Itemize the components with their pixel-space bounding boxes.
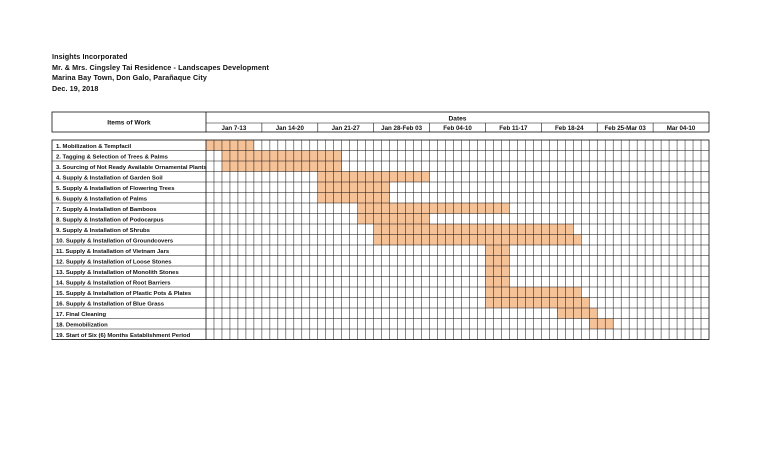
week-label: Jan 28-Feb 03 bbox=[381, 124, 423, 132]
work-item-label: 7. Supply & Installation of Bamboos bbox=[56, 206, 157, 213]
schedule-bar bbox=[358, 203, 510, 214]
work-item-label: 12. Supply & Installation of Loose Stones bbox=[56, 259, 172, 266]
schedule-bar bbox=[485, 256, 509, 267]
schedule-bar bbox=[374, 224, 574, 235]
week-label: Feb 04-10 bbox=[443, 124, 472, 132]
document-date: Dec. 19, 2018 bbox=[52, 83, 99, 93]
schedule-bar bbox=[222, 161, 342, 172]
work-item-label: 11. Supply & Installation of Vietnam Jars bbox=[56, 248, 170, 255]
schedule-bar bbox=[358, 214, 430, 225]
work-item-label: 6. Supply & Installation of Palms bbox=[56, 196, 147, 203]
schedule-bar bbox=[318, 193, 390, 204]
work-item-label: 2. Tagging & Selection of Trees & Palms bbox=[56, 154, 168, 161]
company-name: Insights Incorporated bbox=[52, 52, 128, 61]
week-label: Mar 04-10 bbox=[666, 124, 696, 132]
work-item-label: 19. Start of Six (6) Months Establishment Period bbox=[56, 332, 191, 339]
schedule-bar bbox=[222, 151, 342, 162]
schedule-bar bbox=[485, 277, 509, 288]
work-item-label: 15. Supply & Installation of Plastic Pots & Plates bbox=[56, 290, 192, 297]
schedule-bar bbox=[485, 298, 589, 309]
project-title: Mr. & Mrs. Cingsley Tai Residence - Landscapes Development bbox=[52, 62, 269, 72]
work-item-label: 8. Supply & Installation of Podocarpus bbox=[56, 217, 164, 224]
schedule-bar bbox=[557, 308, 597, 319]
schedule-bar bbox=[485, 245, 509, 256]
week-label: Feb 18-24 bbox=[555, 124, 584, 132]
project-location: Marina Bay Town, Don Galo, Parañaque City bbox=[52, 73, 207, 82]
work-item-label: 10. Supply & Installation of Groundcovers bbox=[56, 238, 174, 245]
work-item-label: 17. Final Cleaning bbox=[56, 311, 107, 318]
work-item-label: 1. Mobilization & Tempfacil bbox=[56, 143, 132, 150]
week-label: Jan 21-27 bbox=[331, 124, 360, 132]
work-item-label: 9. Supply & Installation of Shrubs bbox=[56, 227, 150, 234]
schedule-bar bbox=[318, 182, 390, 193]
schedule-bar bbox=[589, 319, 613, 330]
work-item-label: 14. Supply & Installation of Root Barriers bbox=[56, 280, 171, 287]
work-item-label: 18. Demobilization bbox=[56, 322, 108, 329]
work-item-label: 13. Supply & Installation of Monolith Stones bbox=[56, 269, 179, 276]
schedule-bar bbox=[485, 266, 509, 277]
week-label: Jan 14-20 bbox=[275, 124, 304, 132]
dates-header: Dates bbox=[448, 115, 467, 123]
week-label: Feb 11-17 bbox=[499, 124, 528, 132]
week-label: Feb 25-Mar 03 bbox=[604, 124, 646, 132]
items-of-work-header: Items of Work bbox=[107, 119, 151, 127]
week-label: Jan 7-13 bbox=[221, 124, 247, 132]
work-item-label: 4. Supply & Installation of Garden Soil bbox=[56, 175, 163, 182]
work-item-label: 16. Supply & Installation of Blue Grass bbox=[56, 301, 165, 308]
work-item-label: 5. Supply & Installation of Flowering Trees bbox=[56, 185, 175, 192]
work-item-label: 3. Sourcing of Not Ready Available Ornamental Plants bbox=[56, 164, 207, 171]
